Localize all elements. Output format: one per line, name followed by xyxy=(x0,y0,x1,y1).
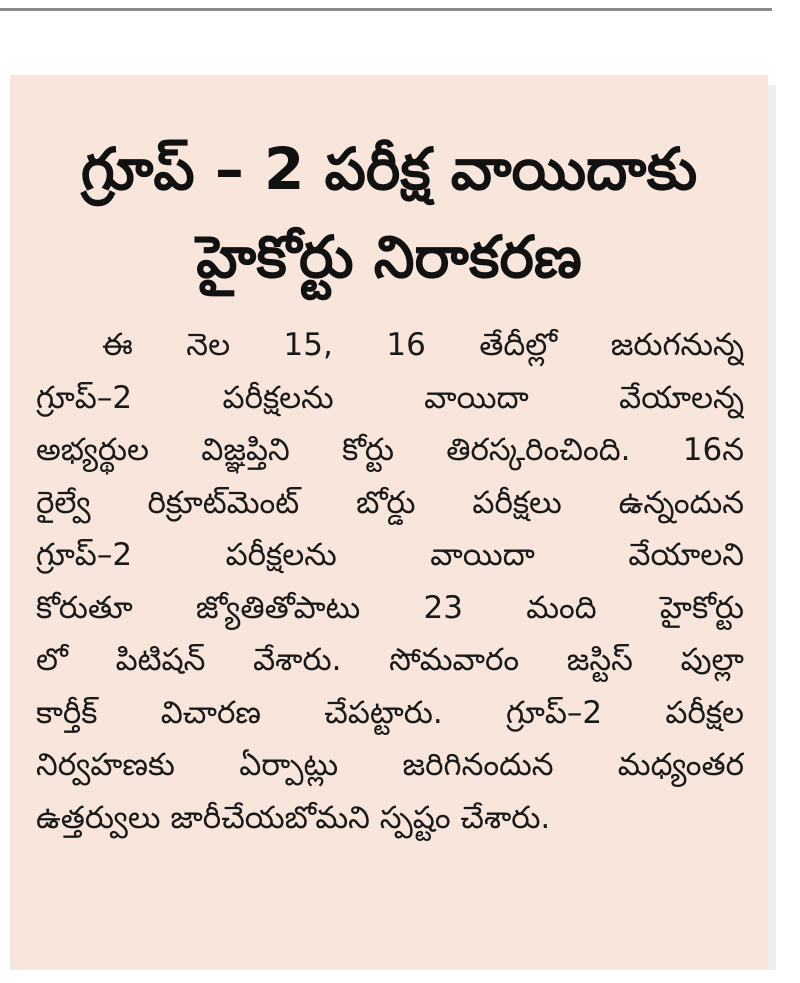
body-line: లో పిటిషన్ వేశారు. సోమవారం జస్టిస్ పుల్లా xyxy=(36,642,744,678)
headline-line-2: హైకోర్టు నిరాకరణ xyxy=(196,223,582,291)
body-line: కార్తీక్ విచారణ చేపట్టారు. గ్రూప్–2 పరీక్షల xyxy=(36,694,744,731)
article-body xyxy=(10,319,768,844)
body-line: గ్రూప్–2 పరీక్షలను వాయిదా వేయాలని xyxy=(36,537,744,573)
headline xyxy=(10,75,768,301)
top-divider xyxy=(0,8,772,11)
body-line: అభ్యర్థుల విజ్ఞప్తిని కోర్టు తిరస్కరించింది. 16న xyxy=(36,432,744,468)
body-line: ఉత్తర్వులు జారీచేయబోమని స్పష్టం చేశారు. xyxy=(36,799,551,836)
news-clipping xyxy=(10,75,768,970)
headline-line-1: గ్రూప్ – 2 పరీక్ష వాయిదాకు xyxy=(80,135,698,203)
body-line: రైల్వే రిక్రూట్‌మెంట్ బోర్డు పరీక్షలు ఉన్నందున xyxy=(36,484,744,521)
body-line: కోరుతూ జ్యోతితోపాటు 23 మంది హైకోర్టు xyxy=(36,589,744,626)
body-line: నిర్వహణకు ఏర్పాట్లు జరిగినందున మధ్యంతర xyxy=(36,747,744,783)
body-line: గ్రూప్–2 పరీక్షలను వాయిదా వేయాలన్న xyxy=(36,379,744,416)
body-line: ఈ నెల 15, 16 తేదీల్లో జరుగనున్న xyxy=(102,327,744,363)
